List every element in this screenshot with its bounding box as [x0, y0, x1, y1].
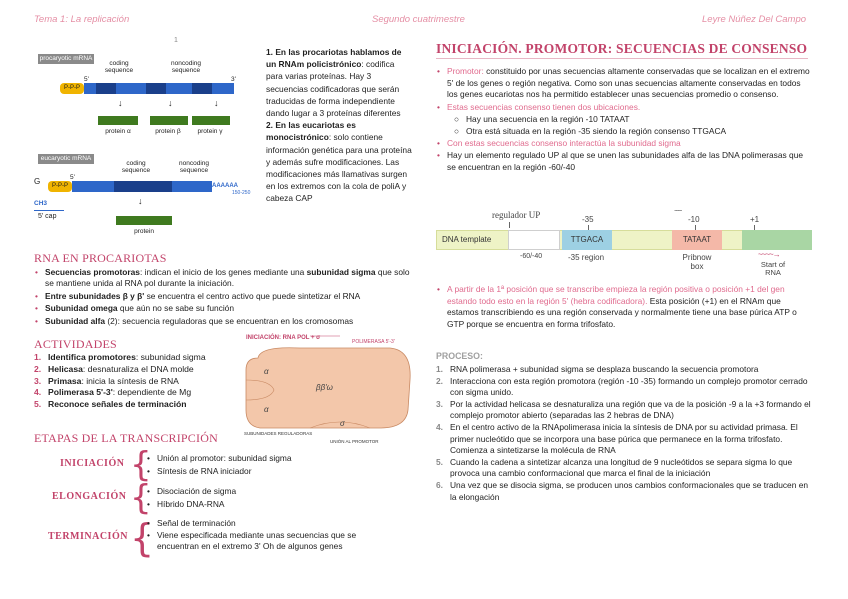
stage-iniciacion-list [146, 452, 406, 478]
prok-ppp: P-P-P [60, 83, 84, 94]
actividad-5-bold: Reconoce señales de terminación [48, 399, 187, 410]
prok-3-label: 3' [231, 76, 236, 83]
rna-prok-item-4-bold: Subunidad alfa [45, 315, 106, 326]
proceso-step-3-num: 3. [436, 398, 443, 409]
rna-prok-title: RNA EN PROCARIOTAS [34, 251, 167, 265]
proceso-step-5-num: 5. [436, 456, 443, 467]
posicion-bullet [436, 284, 812, 330]
brace-terminacion: { [130, 516, 155, 560]
terminacion-item-2: • Viene especificada mediante unas secuencias que se encuentran en el extremo 3' Oh de algunos genes [146, 530, 378, 552]
enzyme-sub-reg: SUBUNIDADES REGULADORAS [244, 431, 313, 436]
header-right: Leyre Núñez Del Campo [702, 14, 807, 25]
actividad-2 [34, 364, 244, 376]
dna-rna-wave: ~~~~→ [758, 250, 780, 259]
euk-noncoding-label: noncoding sequence [179, 160, 209, 174]
promotor-text: constituido por unas secuencias altamente conservadas que se localizan en el extremo 5' de los genes o región negativa. Como son unas secuencias altamente conservadas en todos los genes eucariotas nos ha permitido establecer unas secuencias promedio o consenso. [447, 66, 810, 100]
rna-polymerase-diagram [240, 330, 420, 445]
rna-prok-item-1 [34, 267, 412, 290]
euk-tag: eucaryotic mRNA [38, 154, 94, 164]
actividad-3 [34, 376, 244, 388]
dna-m35: -35 [582, 215, 594, 224]
enzyme-sigma: σ [340, 419, 345, 428]
euk-polya-n: 150-250 [232, 190, 251, 196]
etapas-title: ETAPAS DE LA TRANSCRIPCIÓN [34, 431, 218, 445]
header-left: Tema 1: La replicación [34, 14, 130, 25]
prok-arrow-2: ↓ [168, 98, 173, 108]
actividad-4-bold: Polimerasa 5'-3' [48, 387, 113, 398]
promotor-label: Promotor: [447, 66, 484, 76]
brace-elongacion: { [130, 478, 152, 518]
dna-tick-up [509, 222, 510, 228]
sub-bullet-1-marker: ○ [454, 114, 460, 125]
euk-protein-bar [116, 216, 172, 225]
stage-elongacion: ELONGACIÓN [52, 491, 127, 502]
dna-template-label: DNA template [442, 235, 492, 244]
actividad-1-bold: Identifica promotores [48, 352, 136, 362]
rna-prok-item-2 [34, 291, 412, 302]
actividad-1-num: 1. [34, 352, 42, 362]
proceso-step-1-num: 1. [436, 364, 443, 374]
dna-tataat-box: TATAAT [672, 230, 722, 250]
prok-protein-beta: protein β [155, 128, 181, 135]
stage-iniciacion: INICIACIÓN [60, 458, 125, 469]
euk-polya: AAAAAA [212, 183, 238, 189]
actividad-3-bold: Primasa [48, 375, 82, 386]
euk-5-label: 5' [70, 174, 75, 181]
prok-protein-bar-1 [98, 116, 138, 125]
actividad-2-text: : desnaturaliza el DNA molde [82, 363, 194, 374]
rna-prok-item-1-text2: que solo se mantiene unida al RNA pol durante la iniciación. [45, 267, 410, 289]
p2-num: 2. [266, 120, 273, 131]
dna-up-box [508, 230, 560, 250]
prok-protein-bar-3 [192, 116, 230, 125]
proceso-step-5 [436, 457, 812, 480]
prok-arrow-3: ↓ [214, 98, 219, 108]
explanation-policistronic [266, 46, 412, 119]
dna-ttgaca-box: TTGACA [562, 230, 612, 250]
euk-ppp: P-P-P [48, 181, 72, 192]
actividades-list [34, 352, 244, 411]
sub-bullet-2-marker: ○ [454, 125, 460, 136]
euk-arrow: ↓ [138, 196, 143, 206]
iniciacion-title: INICIACIÓN. PROMOTOR: SECUENCIAS DE CONSENSO [436, 41, 808, 56]
ubicaciones-bullet: • Estas secuencias consenso tienen dos ubicaciones. [436, 102, 812, 114]
prokaryotic-mrna-diagram [34, 37, 264, 140]
posicion-pink: A partir de la 1ª posición que se transcribe empieza la región positiva o posición +1 del gen estando todo esto en la región 5' (hebra codificadora). [447, 284, 785, 306]
p1-num: 1. [266, 47, 273, 57]
enzyme-alpha-1: α [264, 367, 269, 376]
proceso-step-6 [436, 480, 812, 503]
actividad-3-num: 3. [34, 375, 42, 386]
prok-coding-label: coding sequence [104, 60, 134, 74]
stage-elongacion-list [146, 485, 406, 511]
prok-protein-bar-2 [150, 116, 188, 125]
proceso-title: PROCESO: [436, 351, 483, 361]
up-bullet: • Hay un elemento regulado UP al que se unen las subunidades alfa de las DNA polimerasas que se encuentran en la región -60/-40 [436, 150, 812, 173]
rna-prok-item-4-text: (2): secuencia reguladoras que se encuentran en los cromosomas [105, 315, 354, 326]
dna-promoter-diagram [436, 208, 812, 280]
dna-p1: +1 [750, 215, 760, 224]
rna-prok-item-3 [34, 303, 412, 314]
iniciacion-bullets [436, 66, 812, 174]
rna-prok-item-2-bold: Entre subunidades β y β' [45, 290, 145, 301]
euk-cap: 5' cap [38, 213, 57, 220]
promotor-bullet [436, 66, 812, 101]
euk-cap-line [34, 210, 64, 211]
actividad-5 [34, 399, 244, 411]
sub-bullet-1 [436, 114, 812, 126]
actividad-4-num: 4. [34, 387, 42, 398]
euk-ch3: CH3 [34, 200, 48, 207]
prok-arrow-1: ↓ [118, 98, 123, 108]
actividad-3-text: : inicia la síntesis de RNA [81, 375, 179, 386]
actividad-5-num: 5. [34, 399, 42, 410]
rna-prok-item-1-text: : indican el inicio de los genes mediante una [139, 267, 307, 277]
posicion-bullet-list [436, 284, 812, 331]
sub-bullet-1-text: Hay una secuencia en la región -10 TATAAT [466, 114, 630, 125]
explanation-monocistronic [266, 119, 412, 204]
sub-bullet-2 [436, 126, 812, 138]
prok-mark: 1 [174, 37, 178, 44]
rna-prok-item-3-text: que aún no se sabe su función [117, 303, 235, 314]
brace-iniciacion: { [130, 445, 152, 485]
actividad-4 [34, 387, 244, 399]
sigma-bullet: • Con estas secuencias consenso interactúa la subunidad sigma [436, 138, 812, 150]
proceso-step-3-text: Por la actividad helicasa se desnaturaliza una región que va de la posición -9 a la +3 formando el complejo promotor abierto (separadas las 2 hebras de DNA) [450, 398, 811, 421]
p1-title: En las procariotas hablamos de un RNAm policistrónico [266, 47, 402, 70]
dna-dots: ........ [674, 206, 682, 213]
elongacion-item-1: • Disociación de sigma [146, 485, 406, 497]
enzyme-alpha-2: α [264, 405, 269, 414]
prok-coding-seg-2 [146, 83, 166, 94]
actividad-4-text: : dependiente de Mg [112, 387, 192, 398]
proceso-list [436, 364, 812, 503]
rna-prok-item-1-bold2: subunidad sigma [306, 267, 376, 277]
mrna-explanation [266, 46, 412, 205]
sub-bullet-2-text: Otra está situada en la región -35 siendo la región consenso TTGACA [466, 125, 727, 136]
rna-prok-item-4 [34, 316, 412, 327]
header-center: Segundo cuatrimestre [372, 14, 465, 25]
p2-title: En las eucariotas es monocistrónico [266, 120, 356, 143]
enzyme-bb: ββ'ω [316, 383, 333, 392]
proceso-step-4 [436, 422, 812, 457]
actividad-2-bold: Helicasa [48, 363, 83, 374]
proceso-step-1-text: RNA polimerasa + subunidad sigma se desplaza buscando la secuencia promotora [450, 364, 759, 374]
iniciacion-underline [436, 58, 808, 59]
actividad-1-text: : subunidad sigma [135, 352, 206, 362]
proceso-step-5-text: Cuando la cadena a sintetizar alcanza una longitud de 9 nucleótidos se separa sigma lo que provoca una cambio conformacional que marca el final de la iniciación [450, 456, 793, 479]
enzyme-union: UNIÓN AL PROMOTOR [330, 439, 379, 444]
actividad-2-num: 2. [34, 363, 42, 374]
elongacion-item-2: • Híbrido DNA-RNA [146, 498, 406, 510]
dna-reg-up: regulador UP [492, 210, 541, 220]
prok-tag: procaryotic mRNA [39, 55, 93, 62]
proceso-step-4-text: En el centro activo de la RNApolimerasa inicia la síntesis de DNA por su actividad primasa. El primer nucleótido que se incorpora una base púrica que permanece en la forma trifosfato. Comienza a sintetizarse la molécula de RNA [450, 421, 798, 456]
proceso-step-3 [436, 399, 812, 422]
euk-coding-label: coding sequence [121, 160, 151, 174]
rna-prok-item-2-text: se encuentra el centro activo que puede sintetizar el RNA [144, 290, 361, 301]
dna-start: Start of RNA [760, 260, 786, 277]
prok-coding-seg-3 [192, 83, 212, 94]
rna-prok-item-1-bold: Secuencias promotoras [45, 267, 140, 277]
actividades-title: ACTIVIDADES [34, 337, 117, 351]
dna-gene-box [742, 230, 812, 250]
euk-cap-g: G [34, 177, 41, 186]
proceso-step-6-text: Una vez que se disocia sigma, se producen unos cambios conformacionales que se traducen en la elongación [450, 479, 809, 502]
rna-prok-item-3-bold: Subunidad omega [45, 303, 118, 314]
prok-protein-gamma: protein γ [197, 128, 223, 135]
dna-r6040: -60/-40 [520, 253, 543, 260]
actividad-1 [34, 352, 244, 364]
stage-terminacion: TERMINACIÓN [48, 531, 128, 542]
prok-coding-seg-1 [96, 83, 116, 94]
proceso-step-2 [436, 376, 812, 399]
iniciacion-item-2: • Síntesis de RNA iniciador [146, 465, 406, 477]
p2-text: : solo contiene información genética para una proteína y además sufre modificaciones. Las modificaciones más llamativas surgen en los extremos con la cola de poliA y cabeza CAP [266, 132, 412, 204]
enzyme-title: INICIACIÓN: RNA POL + σ [246, 335, 321, 341]
rna-prok-list [34, 267, 412, 328]
terminacion-item-1: • Señal de terminación [146, 518, 378, 529]
prok-protein-alpha: protein α [105, 128, 131, 135]
proceso-step-4-num: 4. [436, 421, 443, 432]
proceso-step-1 [436, 364, 812, 376]
dna-r35: -35 region [568, 253, 605, 262]
dna-pribnow: Pribnow box [682, 253, 712, 271]
iniciacion-item-1: • Unión al promotor: subunidad sigma [146, 452, 406, 464]
eukaryotic-mrna-diagram [34, 150, 264, 240]
stage-terminacion-list [146, 518, 378, 553]
prok-noncoding-label: noncoding sequence [171, 60, 201, 74]
prok-5-label: 5' [84, 76, 89, 83]
posicion-text: Esta posición (+1) en el RNAm que estamos transcribiendo es una región conservada y normalmente tiene una base púrica ATP o GTP porque se encuentra en forma trifosfato. [447, 295, 797, 329]
proceso-step-6-num: 6. [436, 479, 443, 490]
enzyme-polimerasa: POLIMERASA 5'-3' [352, 339, 395, 345]
euk-coding-seg [114, 181, 172, 192]
dna-m10: -10 [688, 215, 700, 224]
proceso-step-2-text: Interacciona con esta región promotora (región -10 -35) formando un complejo promotor cerrado con sigma unido. [450, 375, 808, 398]
p1-text: : codifica para varias proteínas. Hay 3 secuencias codificadoras que serán traducidas de forma independiente dando lugar a 3 proteínas diferentes [266, 59, 401, 119]
euk-protein-label: protein [134, 228, 154, 235]
proceso-step-2-num: 2. [436, 375, 443, 386]
